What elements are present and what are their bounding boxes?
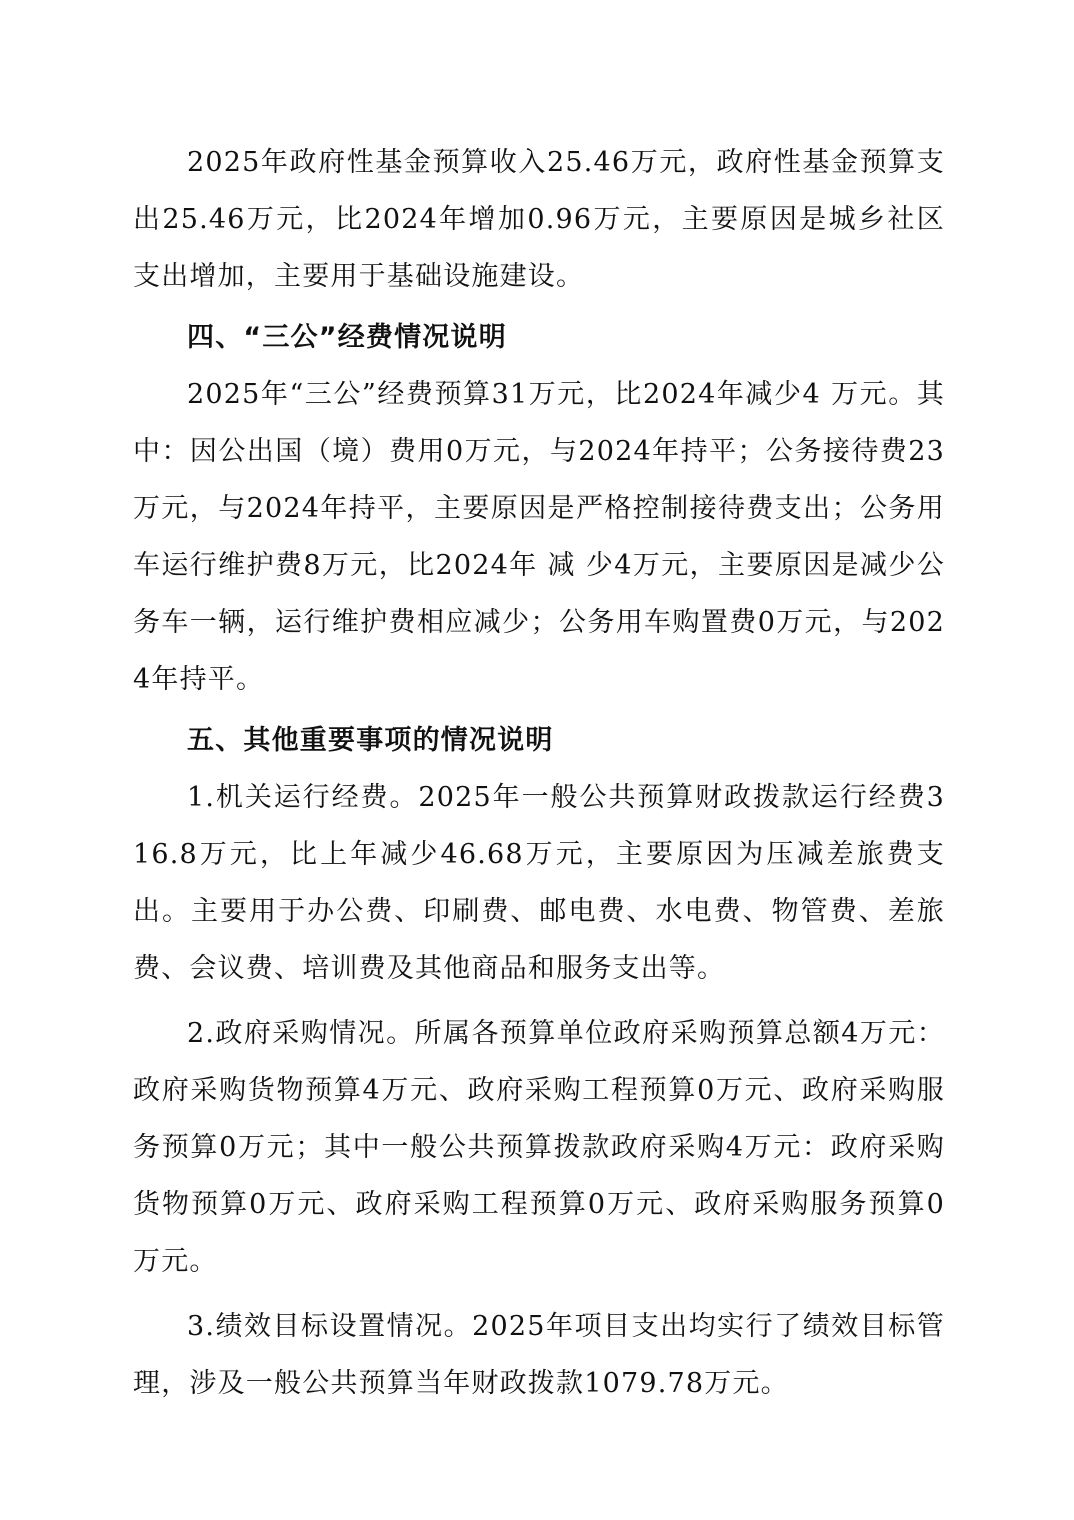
paragraph-government-procurement: 2.政府采购情况。所属各预算单位政府采购预算总额4万元：政府采购货物预算4万元、政府采购工程预算0万元、政府采购服务预算0万元；其中一般公共预算拨款政府采购4万元：政府采购货物预算0万元、政府采购工程预算0万元、政府采购服务预算0万元。 bbox=[133, 1018, 945, 1277]
paragraph-government-fund-budget: 2025年政府性基金预算收入25.46万元，政府性基金预算支出25.46万元，比2024年增加0.96万元，主要原因是城乡社区支出增加，主要用于基础设施建设。 bbox=[133, 147, 945, 292]
paragraph-three-public-expenses: 2025年“三公”经费预算31万元，比2024年减少4 万元。其中：因公出国（境）费用0万元，与2024年持平；公务接待费23万元，与2024年持平，主要原因是严格控制接待费支出；公务用车运行维护费8万元，比2024年 减 少4万元，主要原因是减少公务车一辆，运行维护费相应减少；公务用车购置费0万元，与2024年持平。 bbox=[133, 379, 945, 695]
paragraph-agency-operating-expenses: 1.机关运行经费。2025年一般公共预算财政拨款运行经费316.8万元，比上年减少46.68万元，主要原因为压减差旅费支出。主要用于办公费、印刷费、邮电费、水电费、物管费、差旅费、会议费、培训费及其他商品和服务支出等。 bbox=[133, 782, 945, 984]
document-body bbox=[133, 134, 945, 1412]
section-heading-other-important-matters: 五、其他重要事项的情况说明 bbox=[187, 725, 554, 756]
section-heading-three-public-expenses: 四、“三公”经费情况说明 bbox=[187, 322, 507, 353]
paragraph-performance-targets: 3.绩效目标设置情况。2025年项目支出均实行了绩效目标管理，涉及一般公共预算当年财政拨款1079.78万元。 bbox=[133, 1311, 945, 1399]
